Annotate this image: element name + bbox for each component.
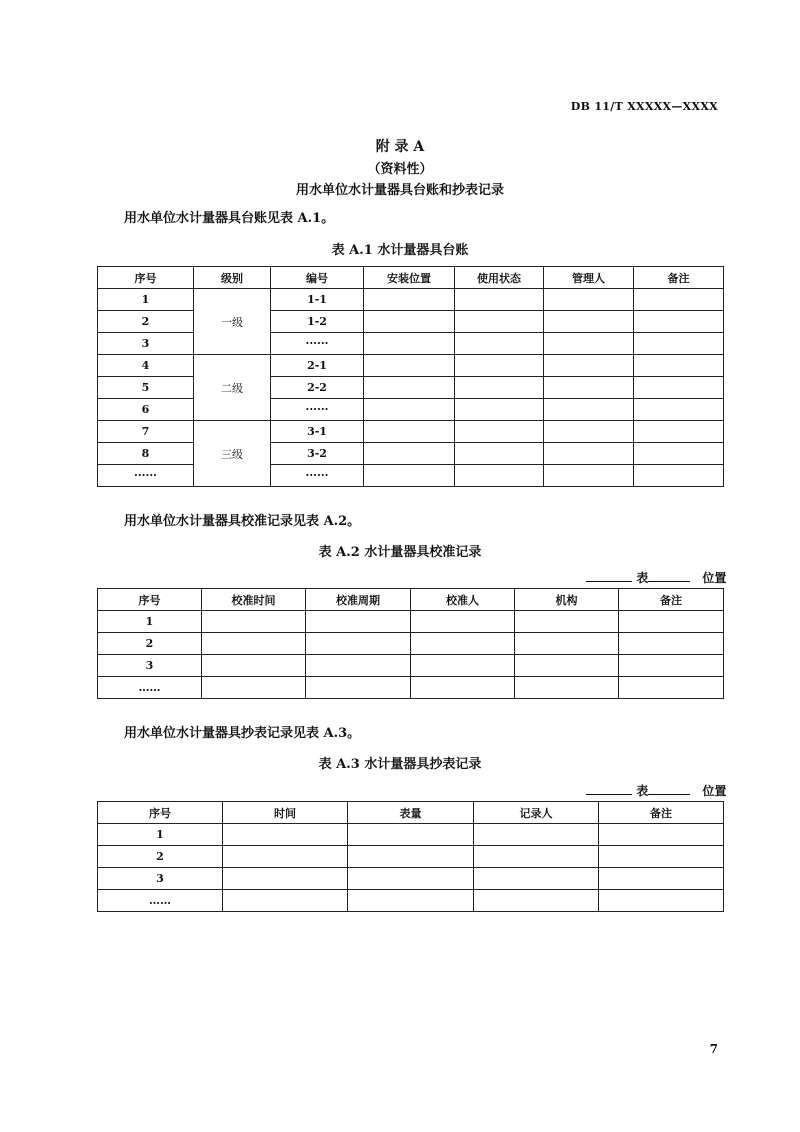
empty-cell xyxy=(515,677,619,699)
meter-code-cell: 3-1 xyxy=(271,421,364,443)
column-header: 备注 xyxy=(599,802,724,824)
column-header: 编号 xyxy=(271,267,364,289)
empty-cell xyxy=(455,377,544,399)
column-header: 时间 xyxy=(223,802,348,824)
empty-cell xyxy=(364,377,455,399)
row-index-cell: 1 xyxy=(98,824,223,846)
row-index-cell: 2 xyxy=(98,633,202,655)
empty-cell xyxy=(364,311,455,333)
empty-cell xyxy=(634,333,724,355)
ledger-table-label: 表 xyxy=(636,571,649,585)
table-row xyxy=(98,465,724,487)
ledger-position-label: 位置 xyxy=(702,571,727,585)
appendix-title: 附 录 A xyxy=(375,139,425,155)
grade-cell: 二级 xyxy=(194,355,271,421)
column-header: 安装位置 xyxy=(364,267,455,289)
empty-cell xyxy=(544,355,634,377)
table-header-row xyxy=(98,267,724,289)
table-row xyxy=(98,890,724,912)
empty-cell xyxy=(364,289,455,311)
column-header: 管理人 xyxy=(544,267,634,289)
table-row xyxy=(98,846,724,868)
empty-cell xyxy=(364,443,455,465)
empty-cell xyxy=(202,633,306,655)
meter-code-cell: 3-2 xyxy=(271,443,364,465)
column-header: 序号 xyxy=(98,267,194,289)
meter-code-cell: 1-2 xyxy=(271,311,364,333)
row-index-cell: 3 xyxy=(98,655,202,677)
section1-intro: 用水单位水计量器具台账见表 A.1。 xyxy=(124,211,335,226)
appendix-subtitle: 用水单位水计量器具台账和抄表记录 xyxy=(295,183,504,198)
table-row xyxy=(98,399,724,421)
meter-code-cell: ······ xyxy=(271,399,364,421)
table-row xyxy=(98,421,724,443)
empty-cell xyxy=(474,824,599,846)
empty-cell xyxy=(223,868,348,890)
empty-cell xyxy=(515,611,619,633)
table-header-row xyxy=(98,589,724,611)
table-a3-caption: 表 A.3 水计量器具抄表记录 xyxy=(318,757,482,772)
row-index-cell: 2 xyxy=(98,311,194,333)
empty-cell xyxy=(306,655,411,677)
empty-cell xyxy=(544,333,634,355)
empty-cell xyxy=(306,633,411,655)
empty-cell xyxy=(544,311,634,333)
ledger-blank xyxy=(586,783,632,795)
empty-cell xyxy=(455,289,544,311)
table-row xyxy=(98,443,724,465)
table-a2-ledger-line xyxy=(586,569,731,586)
table-row xyxy=(98,377,724,399)
empty-cell xyxy=(348,846,474,868)
document-code: DB 11/T XXXXX—XXXX xyxy=(570,100,718,113)
table-row xyxy=(98,824,724,846)
empty-cell xyxy=(202,677,306,699)
empty-cell xyxy=(223,846,348,868)
ledger-table-label: 表 xyxy=(636,784,649,798)
ledger-position-label: 位置 xyxy=(702,784,727,798)
empty-cell xyxy=(599,846,724,868)
row-index-cell: …… xyxy=(98,890,223,912)
table-row xyxy=(98,311,724,333)
empty-cell xyxy=(348,868,474,890)
section3-intro: 用水单位水计量器具抄表记录见表 A.3。 xyxy=(124,726,361,741)
column-header: 机构 xyxy=(515,589,619,611)
empty-cell xyxy=(348,890,474,912)
column-header: 序号 xyxy=(98,589,202,611)
empty-cell xyxy=(411,677,515,699)
empty-cell xyxy=(306,677,411,699)
empty-cell xyxy=(599,890,724,912)
empty-cell xyxy=(455,421,544,443)
empty-cell xyxy=(364,399,455,421)
empty-cell xyxy=(455,311,544,333)
empty-cell xyxy=(544,443,634,465)
empty-cell xyxy=(599,824,724,846)
row-index-cell: 1 xyxy=(98,611,202,633)
row-index-cell: 6 xyxy=(98,399,194,421)
row-index-cell: 1 xyxy=(98,289,194,311)
empty-cell xyxy=(544,465,634,487)
empty-cell xyxy=(455,333,544,355)
column-header: 校准周期 xyxy=(306,589,411,611)
column-header: 级别 xyxy=(194,267,271,289)
table-row xyxy=(98,655,724,677)
row-index-cell: 3 xyxy=(98,868,223,890)
empty-cell xyxy=(599,868,724,890)
empty-cell xyxy=(411,655,515,677)
table-row xyxy=(98,289,724,311)
empty-cell xyxy=(411,633,515,655)
section2-intro: 用水单位水计量器具校准记录见表 A.2。 xyxy=(124,514,361,529)
table-a1-meter-ledger xyxy=(97,266,724,487)
empty-cell xyxy=(202,655,306,677)
empty-cell xyxy=(544,399,634,421)
empty-cell xyxy=(474,868,599,890)
table-a3-reading-record xyxy=(97,801,724,912)
empty-cell xyxy=(411,611,515,633)
row-index-cell: 3 xyxy=(98,333,194,355)
meter-code-cell: 2-2 xyxy=(271,377,364,399)
row-index-cell: 2 xyxy=(98,846,223,868)
column-header: 序号 xyxy=(98,802,223,824)
table-row xyxy=(98,333,724,355)
empty-cell xyxy=(619,677,724,699)
empty-cell xyxy=(634,355,724,377)
empty-cell xyxy=(634,311,724,333)
empty-cell xyxy=(474,846,599,868)
empty-cell xyxy=(515,655,619,677)
page-number: 7 xyxy=(709,1042,718,1056)
meter-code-cell: ······ xyxy=(271,465,364,487)
empty-cell xyxy=(223,890,348,912)
meter-code-cell: 1-1 xyxy=(271,289,364,311)
empty-cell xyxy=(634,443,724,465)
row-index-cell: 8 xyxy=(98,443,194,465)
appendix-nature: （资料性） xyxy=(367,162,433,177)
table-row xyxy=(98,633,724,655)
position-blank xyxy=(648,570,690,582)
table-row xyxy=(98,611,724,633)
column-header: 使用状态 xyxy=(455,267,544,289)
grade-cell: 一级 xyxy=(194,289,271,355)
column-header: 校准人 xyxy=(411,589,515,611)
row-index-cell: …… xyxy=(98,677,202,699)
table-row xyxy=(98,868,724,890)
table-a2-caption: 表 A.2 水计量器具校准记录 xyxy=(318,545,482,560)
empty-cell xyxy=(619,633,724,655)
grade-cell: 三级 xyxy=(194,421,271,487)
empty-cell xyxy=(515,633,619,655)
empty-cell xyxy=(634,465,724,487)
column-header: 校准时间 xyxy=(202,589,306,611)
empty-cell xyxy=(634,377,724,399)
table-a1-caption: 表 A.1 水计量器具台账 xyxy=(331,243,469,258)
column-header: 表量 xyxy=(348,802,474,824)
empty-cell xyxy=(202,611,306,633)
table-row xyxy=(98,677,724,699)
meter-code-cell: ······ xyxy=(271,333,364,355)
empty-cell xyxy=(634,421,724,443)
table-row xyxy=(98,355,724,377)
empty-cell xyxy=(364,333,455,355)
table-header-row xyxy=(98,802,724,824)
row-index-cell: 5 xyxy=(98,377,194,399)
column-header: 备注 xyxy=(619,589,724,611)
empty-cell xyxy=(364,355,455,377)
empty-cell xyxy=(619,611,724,633)
empty-cell xyxy=(306,611,411,633)
ledger-blank xyxy=(586,570,632,582)
table-a3-ledger-line xyxy=(586,782,731,799)
position-blank xyxy=(648,783,690,795)
empty-cell xyxy=(619,655,724,677)
empty-cell xyxy=(544,289,634,311)
empty-cell xyxy=(223,824,348,846)
row-index-cell: 4 xyxy=(98,355,194,377)
table-a2-calibration-record xyxy=(97,588,724,699)
meter-code-cell: 2-1 xyxy=(271,355,364,377)
empty-cell xyxy=(474,890,599,912)
empty-cell xyxy=(544,421,634,443)
empty-cell xyxy=(455,399,544,421)
empty-cell xyxy=(544,377,634,399)
empty-cell xyxy=(455,355,544,377)
empty-cell xyxy=(634,289,724,311)
empty-cell xyxy=(455,443,544,465)
empty-cell xyxy=(348,824,474,846)
empty-cell xyxy=(364,421,455,443)
empty-cell xyxy=(634,399,724,421)
row-index-cell: ······ xyxy=(98,465,194,487)
empty-cell xyxy=(455,465,544,487)
row-index-cell: 7 xyxy=(98,421,194,443)
empty-cell xyxy=(364,465,455,487)
column-header: 备注 xyxy=(634,267,724,289)
column-header: 记录人 xyxy=(474,802,599,824)
